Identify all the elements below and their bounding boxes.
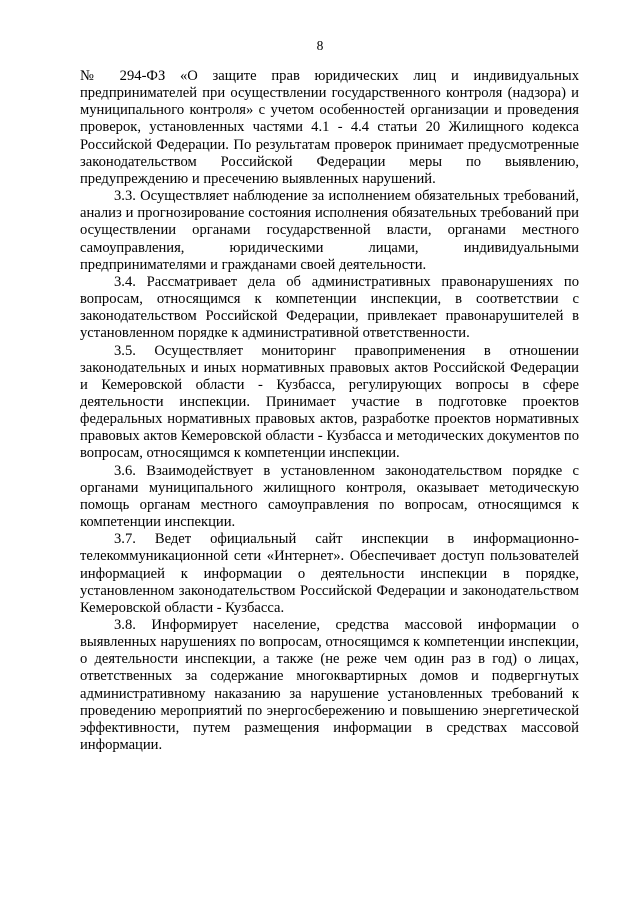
paragraph-3-6: 3.6. Взаимодействует в установленном законодательством порядке с органами муниципального жилищного контроля, оказывает методическую помощь органам местного самоуправления по вопросам, относящимся к компетенции инспекции. xyxy=(80,462,579,531)
page-number: 8 xyxy=(316,38,324,53)
document-body xyxy=(80,68,579,754)
paragraph-3-8: 3.8. Информирует население, средства массовой информации о выявленных нарушениях по вопросам, относящимся к компетенции инспекции, о деятельности инспекции, а также (не реже чем один раз в год) о лицах, ответственных за содержание многоквартирных домов и подвергнутых административному наказанию за нарушение установленных требований к проведению мероприятий по энергосбережению и повышению энергетической эффективности, путем размещения информации в средствах массовой информации. xyxy=(80,617,579,754)
paragraph-3-4: 3.4. Рассматривает дела об административных правонарушениях по вопросам, относящимся к компетенции инспекции, в соответствии с законодательством Российской Федерации, привлекает правонарушителей в установленном порядке к административной ответственности. xyxy=(80,273,579,342)
paragraph-3-3: 3.3. Осуществляет наблюдение за исполнением обязательных требований, анализ и прогнозирование состояния исполнения обязательных требований при осуществлении органами государственной власти, органами местного самоуправления, юридическими лицами, индивидуальными предпринимателями и гражданами своей деятельности. xyxy=(80,188,579,273)
paragraph-3-7: 3.7. Ведет официальный сайт инспекции в информационно-телекоммуникационной сети «Интернет». Обеспечивает доступ пользователей информацией к информации о деятельности инспекции в порядке, установленном законодательством Российской Федерации и законодательством Кемеровской области - Кузбасса. xyxy=(80,531,579,616)
paragraph-3-2-continued: № 294-ФЗ «О защите прав юридических лиц и индивидуальных предпринимателей при осуществлении государственного контроля (надзора) и муниципального контроля» с учетом особенностей организации и проведения проверок, установленных частями 4.1 - 4.4 статьи 20 Жилищного кодекса Российской Федерации. По результатам проверок принимает предусмотренные законодательством Российской Федерации меры по выявлению, предупреждению и пресечению выявленных нарушений. xyxy=(80,68,579,187)
paragraph-3-5: 3.5. Осуществляет мониторинг правоприменения в отношении законодательных и иных нормативных правовых актов Российской Федерации и Кемеровской области - Кузбасса, регулирующих вопросы в сфере деятельности инспекции. Принимает участие в подготовке проектов федеральных нормативных правовых актов, разработке проектов нормативных правовых актов Кемеровской области - Кузбасса и методических документов по вопросам, относящимся к компетенции инспекции. xyxy=(80,342,579,462)
